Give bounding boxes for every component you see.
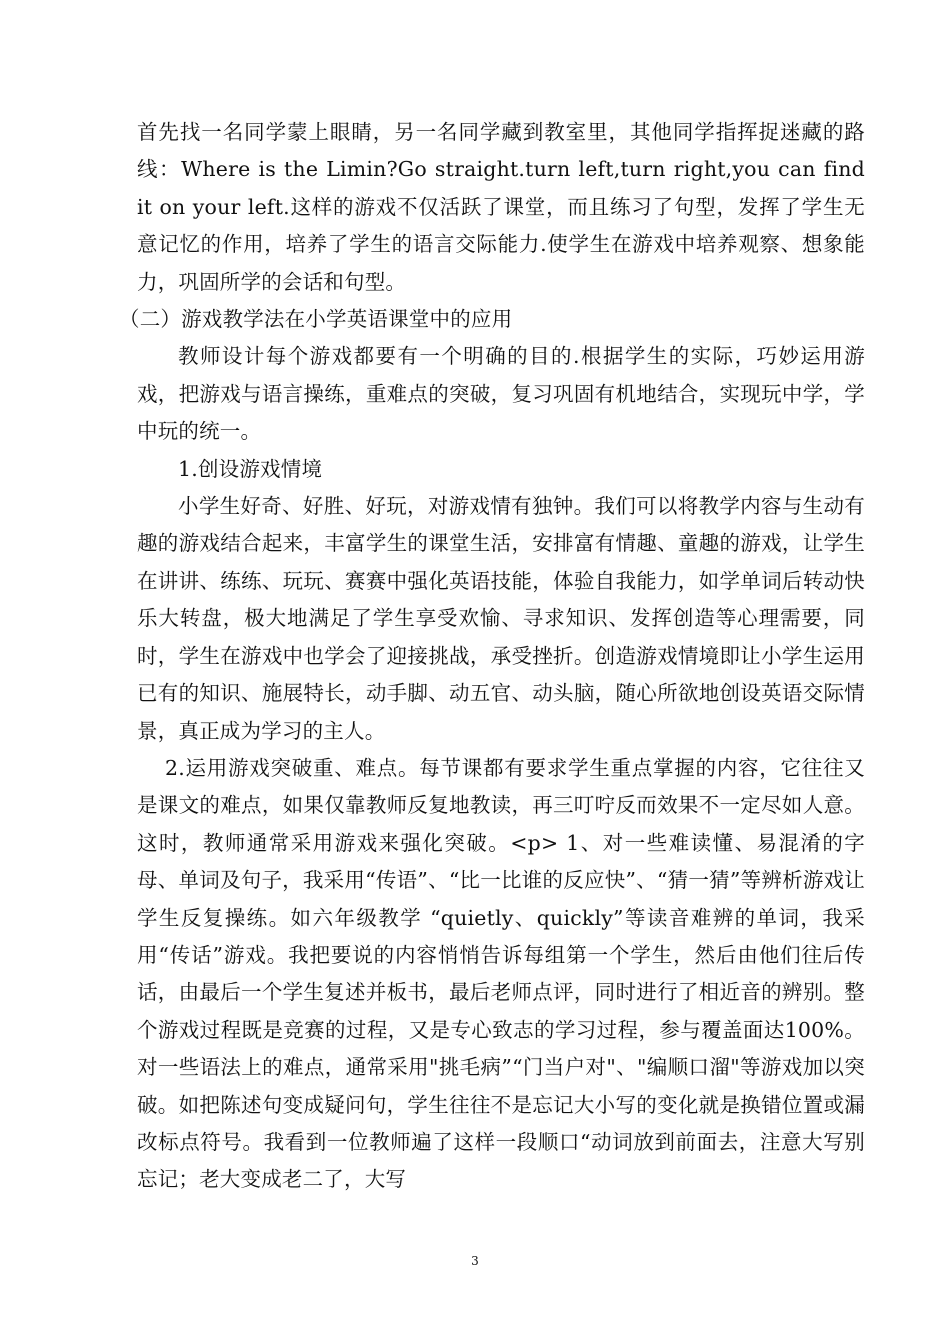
page-number: 3 <box>471 1254 479 1268</box>
paragraph-game-purpose: 教师设计每个游戏都要有一个明确的目的.根据学生的实际，巧妙运用游戏，把游戏与语言操练，重难点的突破，复习巩固有机地结合，实现玩中学，学中玩的统一。 <box>137 344 865 444</box>
paragraph-hide-and-seek: 首先找一名同学蒙上眼睛，另一名同学藏到教室里，其他同学指挥捉迷藏的路线：Where is the Limin?Go straight.turn left,turn right,you can find it on your left.这样的游戏不仅活跃了课堂，而且练习了句型，发挥了学生无意记忆的作用，培养了学生的语言交际能力.使学生在游戏中培养观察、想象能力，巩固所学的会话和句型。 <box>137 120 865 294</box>
paragraph-game-situation: 小学生好奇、好胜、好玩，对游戏情有独钟。我们可以将教学内容与生动有趣的游戏结合起来，丰富学生的课堂生活，安排富有情趣、童趣的游戏，让学生在讲讲、练练、玩玩、赛赛中强化英语技能，体验自我能力，如学单词后转动快乐大转盘，极大地满足了学生享受欢愉、寻求知识、发挥创造等心理需要，同时，学生在游戏中也学会了迎接挑战，承受挫折。创造游戏情境即让小学生运用已有的知识、施展特长，动手脚、动五官、动头脑，随心所欲地创设英语交际情景，真正成为学习的主人。 <box>137 494 865 743</box>
paragraph-key-difficult-points: 2.运用游戏突破重、难点。每节课都有要求学生重点掌握的内容，它往往又是课文的难点，如果仅靠教师反复地教读，再三叮咛反而效果不一定尽如人意。这时，教师通常采用游戏来强化突破。<p> 1、对一些难读懂、易混淆的字母、单词及句子，我采用“传语”、“比一比谁的反应快”、“猜一猜”等辨析游戏让学生反复操练。如六年级教学 “quietly、quickly”等读音难辨的单词，我采用“传话”游戏。我把要说的内容悄悄告诉每组第一个学生，然后由他们往后传话，由最后一个学生复述并板书，最后老师点评，同时进行了相近音的辨别。整个游戏过程既是竞赛的过程，又是专心致志的学习过程，参与覆盖面达100%。对一些语法上的难点，通常采用"挑毛病”“门当户对"、"编顺口溜"等游戏加以突破。如把陈述句变成疑问句，学生往往不是忘记大小写的变化就是换错位置或漏改标点符号。我看到一位教师遍了这样一段顺口“动词放到前面去，注意大写别忘记；老大变成老二了，大写 <box>137 755 865 1192</box>
section-heading-game-application: （二）游戏教学法在小学英语课堂中的应用 <box>119 307 513 332</box>
document-body <box>119 114 865 1199</box>
subheading-create-game-situation: 1.创设游戏情境 <box>178 456 323 481</box>
